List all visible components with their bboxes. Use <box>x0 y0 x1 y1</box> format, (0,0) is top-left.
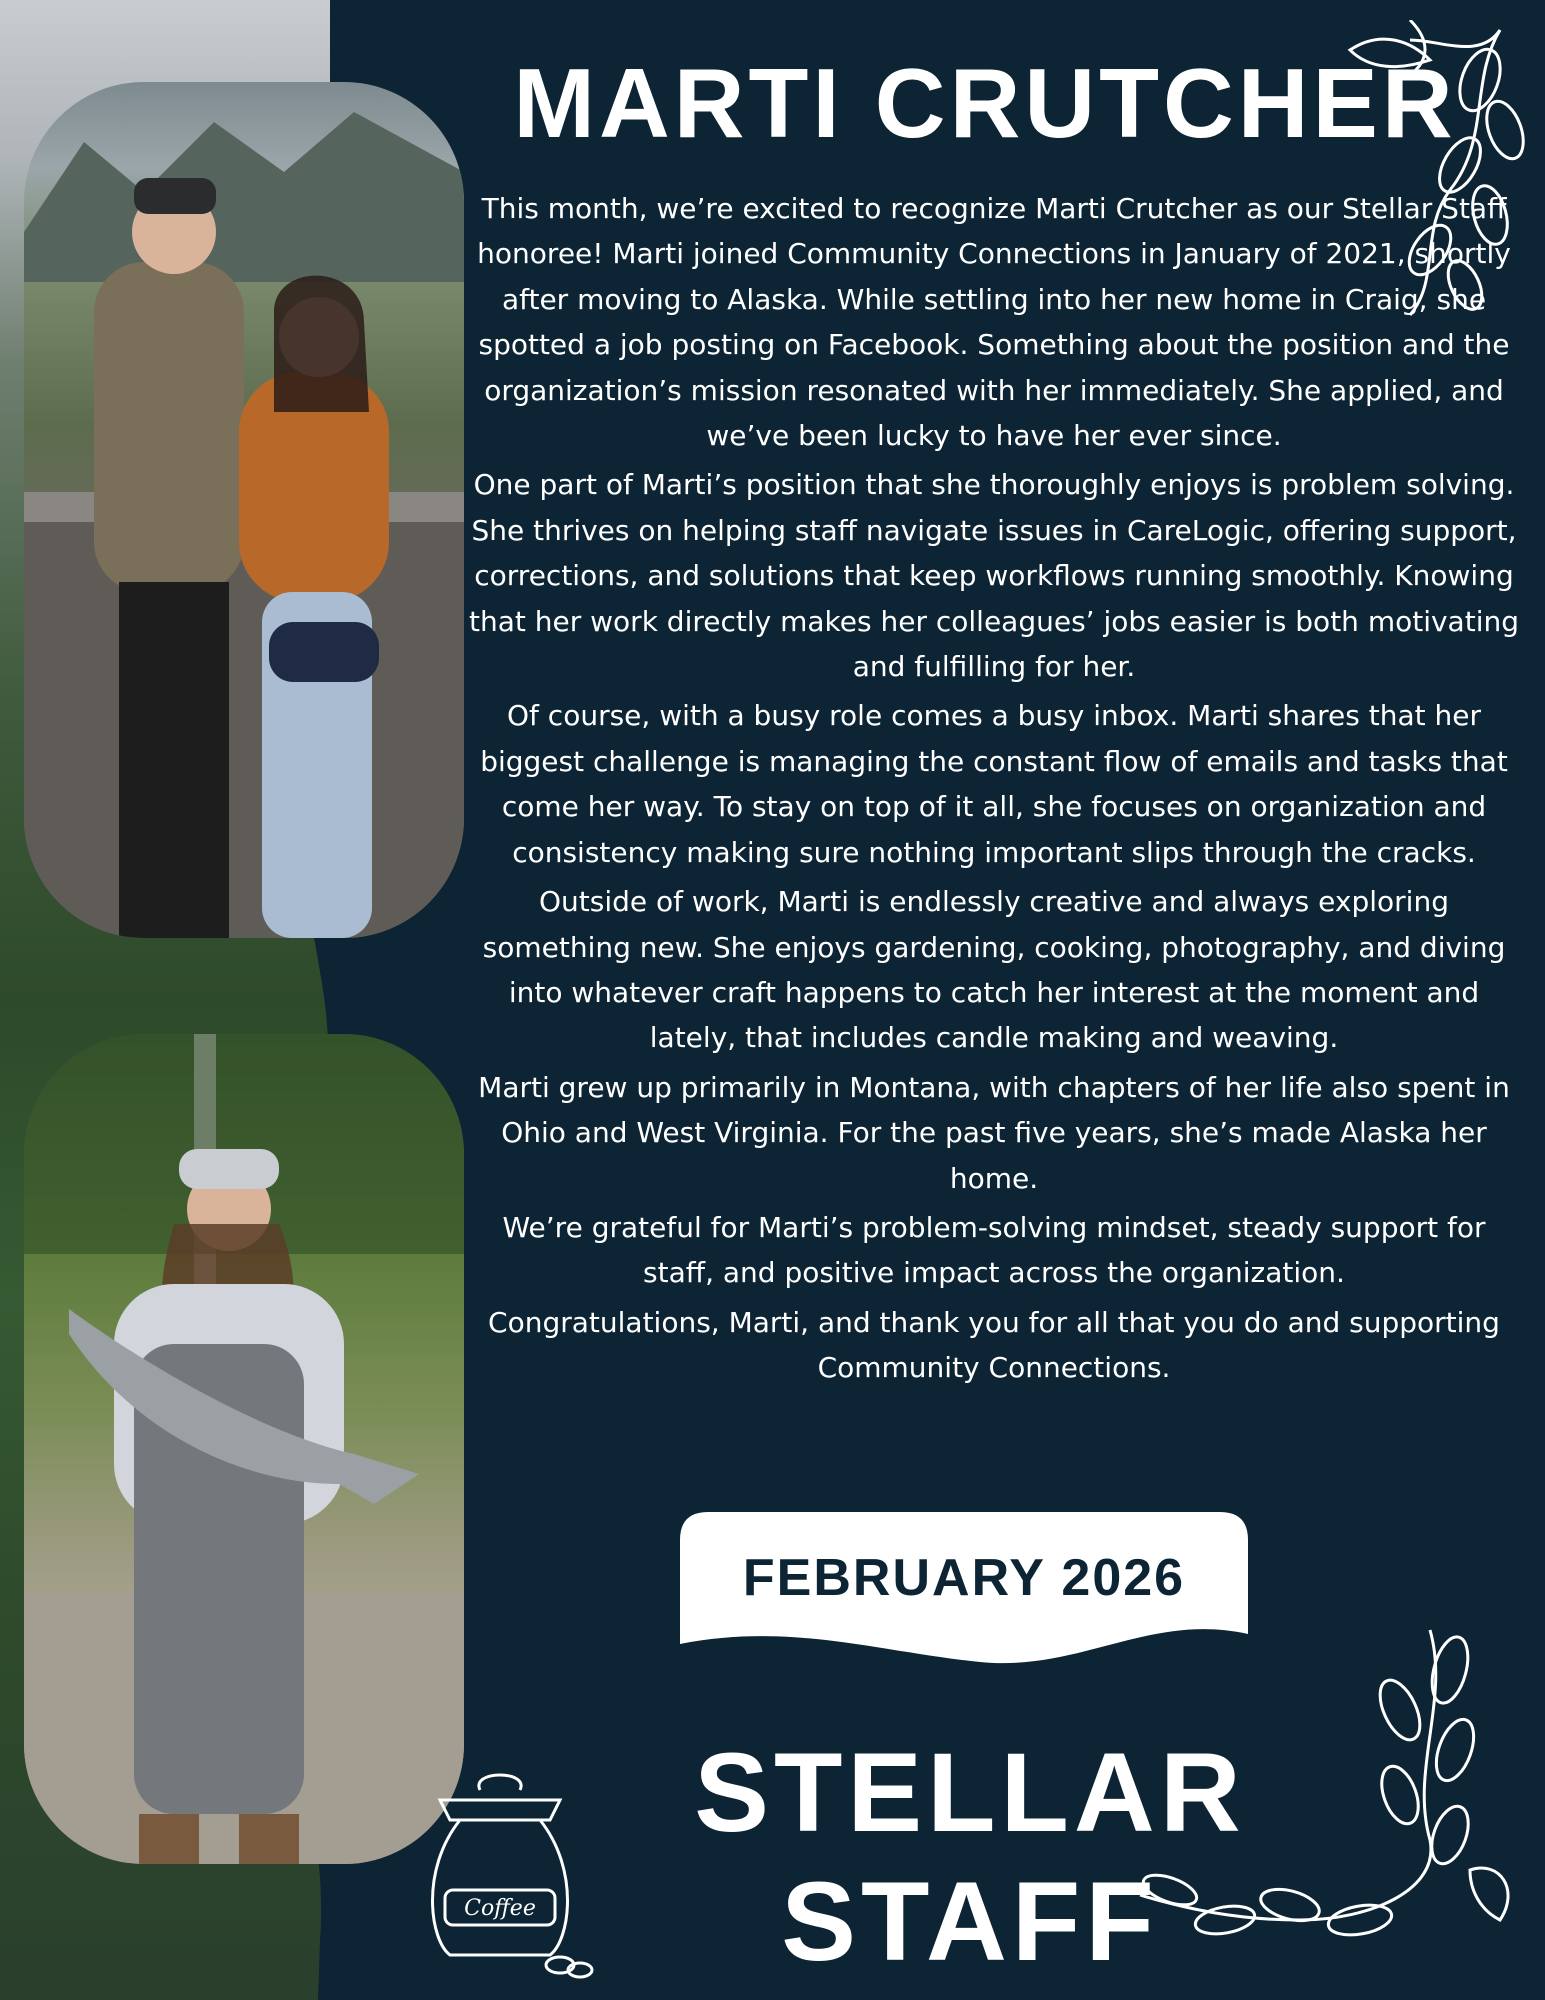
photo-fishing <box>24 1034 464 1864</box>
photo-couple <box>24 82 464 938</box>
paragraph-gratitude: We’re grateful for Marti’s problem-solving mindset, steady support for staff, and positive impact across the organization. <box>502 1210 1486 1290</box>
footer-title: STELLAR STAFF <box>694 1730 1246 1984</box>
paragraph-congratulations: Congratulations, Marti, and thank you for all that you do and supporting Community Connections. <box>488 1305 1500 1385</box>
floral-vine-icon <box>1290 20 1530 320</box>
paragraph-hobbies: Outside of work, Marti is endlessly creative and always exploring something new. She enjoys gardening, cooking, photography, and diving into whatever craft happens to catch her interest at the moment and lately, that includes candle making and weaving. <box>482 885 1506 1055</box>
coffee-bag-icon <box>420 1760 600 1980</box>
coffee-bag-label: Coffee <box>464 1896 536 1921</box>
paragraph-problem-solving: One part of Marti’s position that she thoroughly enjoys is problem solving. She thrives on helping staff navigate issues in CareLogic, offering support, corrections, and solutions that keep workflows running smoothly. Knowing that her work directly makes her colleagues’ jobs easier is both motivating and fulfilling for her. <box>469 468 1519 684</box>
date-label: FEBRUARY 2026 <box>742 1549 1186 1607</box>
floral-wreath-icon <box>1130 1620 1530 1970</box>
page-title: MARTI CRUTCHER <box>513 48 1457 158</box>
fishing-illustration <box>24 1034 464 1864</box>
couple-illustration <box>24 82 464 938</box>
article-body <box>468 186 1520 1395</box>
paragraph-intro: This month, we’re excited to recognize Marti Crutcher as our Stellar Staff honoree! Marti joined Community Connections in January of 2021, shortly after moving to Alaska. While settling into her new home in Craig, she spotted a job posting on Facebook. Something about the position and the organization’s mission resonated with her immediately. She applied, and we’ve been lucky to have her ever since. <box>477 192 1511 453</box>
paragraph-challenge: Of course, with a busy role comes a busy inbox. Marti shares that her biggest challenge is managing the constant flow of emails and tasks that come her way. To stay on top of it all, she focuses on organization and consistency making sure nothing important slips through the cracks. <box>480 699 1508 869</box>
paragraph-background: Marti grew up primarily in Montana, with chapters of her life also spent in Ohio and West Virginia. For the past five years, she’s made Alaska her home. <box>478 1070 1510 1195</box>
